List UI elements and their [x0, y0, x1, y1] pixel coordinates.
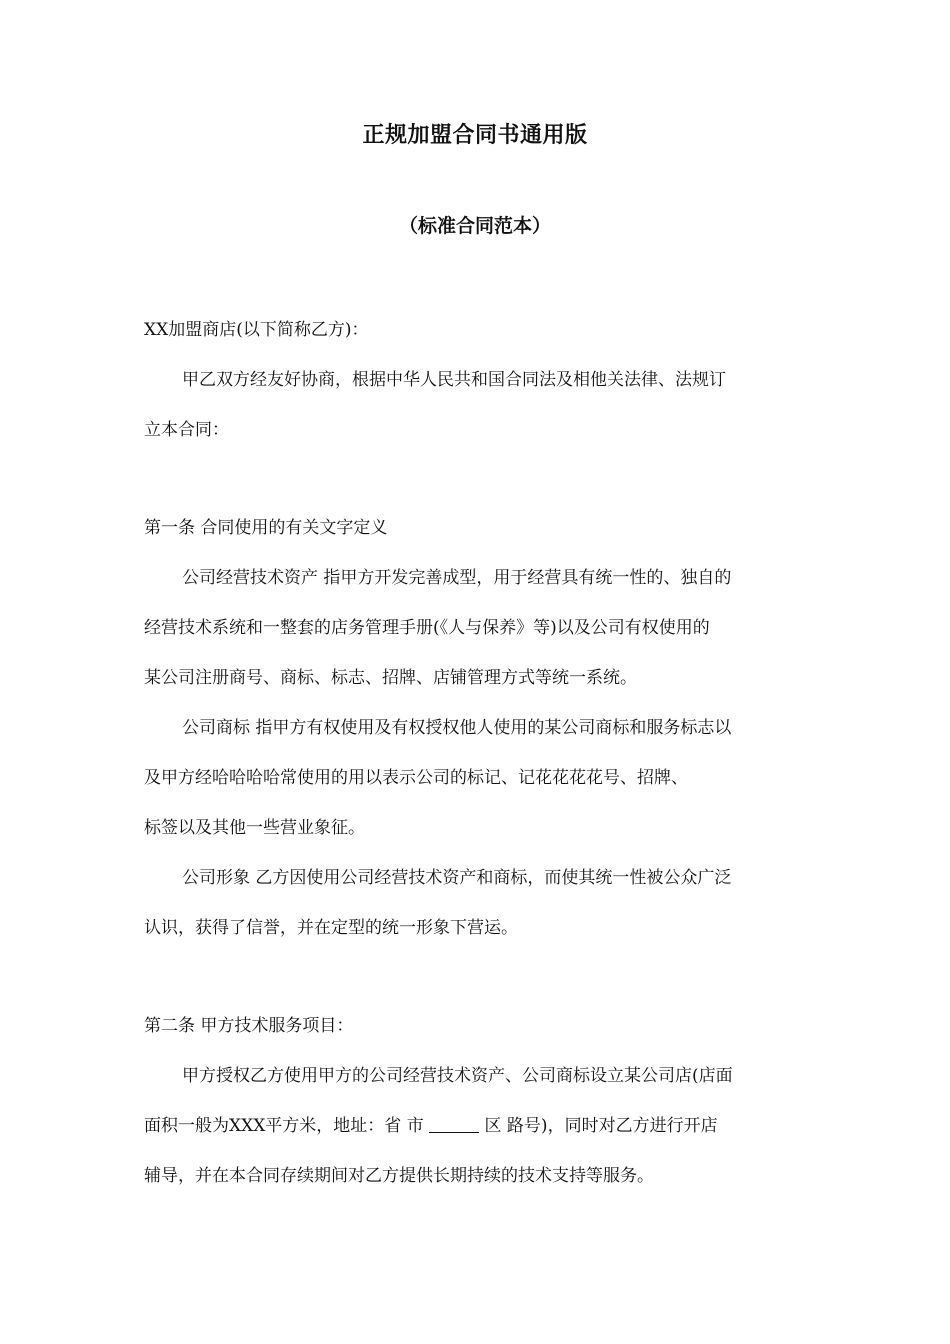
- preamble-line-1: 甲乙双方经友好协商，根据中华人民共和国合同法及相他关法律、法规订: [182, 370, 726, 390]
- article-1-def3-line-2: 认识，获得了信誉，并在定型的统一形象下营运。: [144, 918, 518, 938]
- article-1-def1-line-3: 某公司注册商号、商标、标志、招牌、店铺管理方式等统一系统。: [144, 668, 637, 688]
- article-1-def1-line-1: 公司经营技术资产 指甲方开发完善成型，用于经营具有统一性的、独自的: [182, 568, 732, 588]
- article-2-line-1: 甲方授权乙方使用甲方的公司经营技术资产、公司商标设立某公司店(店面: [182, 1066, 733, 1086]
- article-2-line-3: 辅导，并在本合同存续期间对乙方提供长期持续的技术支持等服务。: [144, 1166, 654, 1186]
- article-2-line-2: [144, 1101, 808, 1151]
- article-1: [144, 503, 808, 953]
- document-subtitle: （标准合同范本）: [398, 215, 551, 237]
- preamble-line-2: 立本合同：: [144, 420, 229, 440]
- article-1-def2-line-2: 及甲方经哈哈哈哈常使用的用以表示公司的标记、记花花花花号、招牌、: [144, 768, 688, 788]
- article-1-def2-line-1: 公司商标 指甲方有权使用及有权授权他人使用的某公司商标和服务标志以: [182, 718, 732, 738]
- article-1-def3-line-1: 公司形象 乙方因使用公司经营技术资产和商标，而使其统一性被公众广泛: [182, 868, 732, 888]
- party-b-text: XX加盟商店(以下简称乙方)：: [144, 320, 369, 340]
- article-2-heading: 第二条 甲方技术服务项目：: [144, 1016, 354, 1036]
- article-2: [144, 1001, 808, 1201]
- article-1-def1-line-2: 经营技术系统和一整套的店务管理手册(《人与保养》等)以及公司有权使用的: [144, 618, 710, 638]
- party-b-line: [144, 305, 808, 355]
- article-1-def2-line-3: 标签以及其他一些营业象征。: [144, 818, 365, 838]
- article-2-line-2-part-a: 面积一般为XXX平方米，地址：省 市: [144, 1116, 430, 1136]
- preamble-paragraph: [144, 355, 808, 455]
- article-1-heading: 第一条 合同使用的有关文字定义: [144, 518, 388, 538]
- document-title: 正规加盟合同书通用版: [362, 123, 588, 148]
- article-2-line-2-part-b: 区 路号)，同时对乙方进行开店: [479, 1116, 718, 1136]
- district-blank: [429, 1116, 479, 1133]
